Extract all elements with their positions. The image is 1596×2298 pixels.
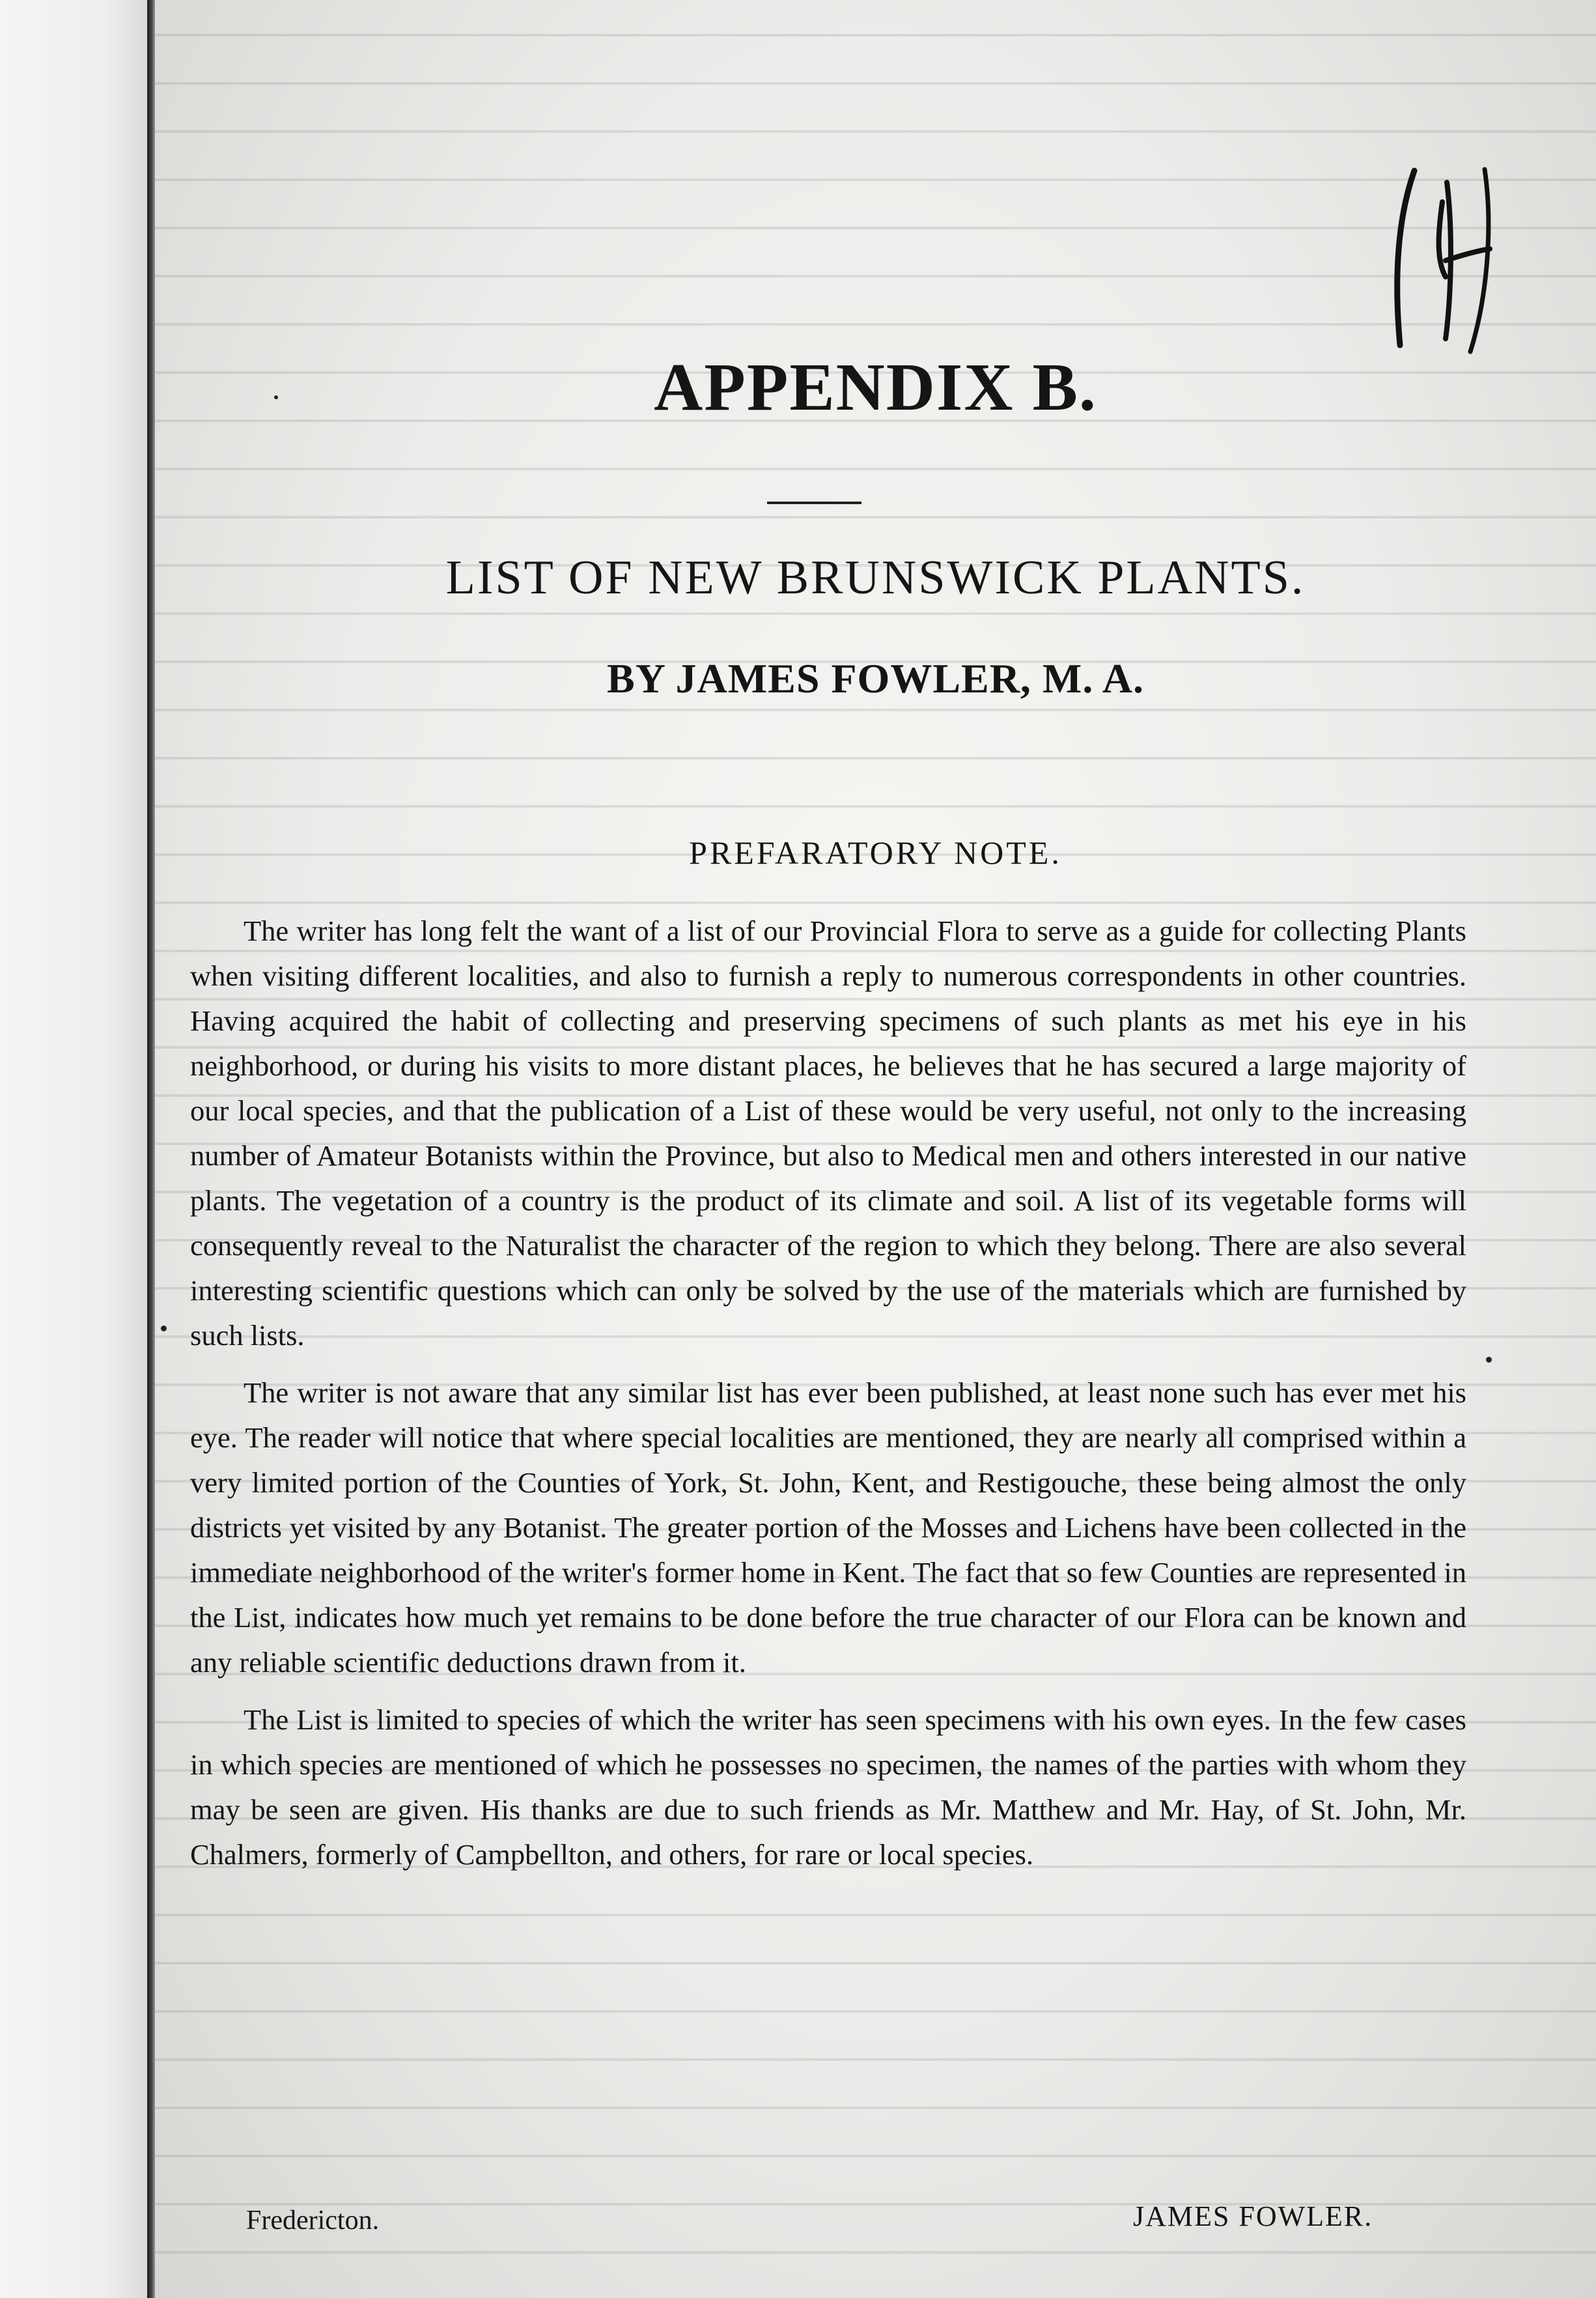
paragraph-3: The List is limited to species of which the writer has seen specimens with his own eyes. In the few cases in which species are mentioned of which he possesses no specimen, the names of the parties with whom they may be seen are given. His thanks are due to such friends as Mr. Matthew and Mr. Hay, of St. John, Mr. Chalmers, formerly of Campbellton, and others, for rare or local species. — [190, 1703, 1466, 1871]
page-binding-edge — [147, 0, 155, 2298]
author-signature: JAMES FOWLER. — [1133, 2200, 1373, 2232]
handwritten-page-number-mark — [1374, 163, 1498, 365]
appendix-heading: APPENDIX B. — [654, 350, 1097, 425]
print-speck — [161, 1326, 167, 1331]
author-byline: BY JAMES FOWLER, M. A. — [607, 655, 1144, 702]
print-speck — [274, 395, 278, 399]
note-body — [190, 909, 1466, 1890]
left-margin — [0, 0, 151, 2298]
note-heading: PREFARATORY NOTE. — [689, 834, 1062, 871]
paragraph-2: The writer is not aware that any similar list has ever been published, at least none such has ever met his eye. The reader will notice that where special localities are mentioned, they are nearly all comprised within a very limited portion of the Counties of York, St. John, Kent, and Restigouche, these being almost the only districts yet visited by any Botanist. The greater portion of the Mosses and Lichens have been collected in the immediate neighborhood of the writer's former home in Kent. The fact that so few Counties are represented in the List, indicates how much yet remains to be done before the true character of our Flora can be known and any reliable scientific deductions drawn from it. — [190, 1376, 1466, 1679]
paragraph-1: The writer has long felt the want of a list of our Provincial Flora to serve as a guide for collecting Plants when visiting different localities, and also to furnish a reply to numerous correspondents in other countries. Having acquired the habit of collecting and preserving specimens of such plants as met his eye in his neighborhood, or during his visits to more distant places, he believes that he has secured a large majority of our local species, and that the publication of a List of these would be very useful, not only to the increasing number of Amateur Botanists within the Province, but also to Medical men and others interested in our native plants. The vegetation of a country is the product of its climate and soil. A list of its vegetable forms will consequently reveal to the Naturalist the character of the region to which they belong. There are also several interesting scientific questions which can only be solved by the use of the materials which are furnished by such lists. — [190, 915, 1466, 1352]
place-line: Fredericton. — [246, 2206, 380, 2235]
document-title: LIST OF NEW BRUNSWICK PLANTS. — [445, 551, 1306, 604]
print-speck — [1486, 1357, 1492, 1363]
heading-divider — [767, 502, 861, 504]
